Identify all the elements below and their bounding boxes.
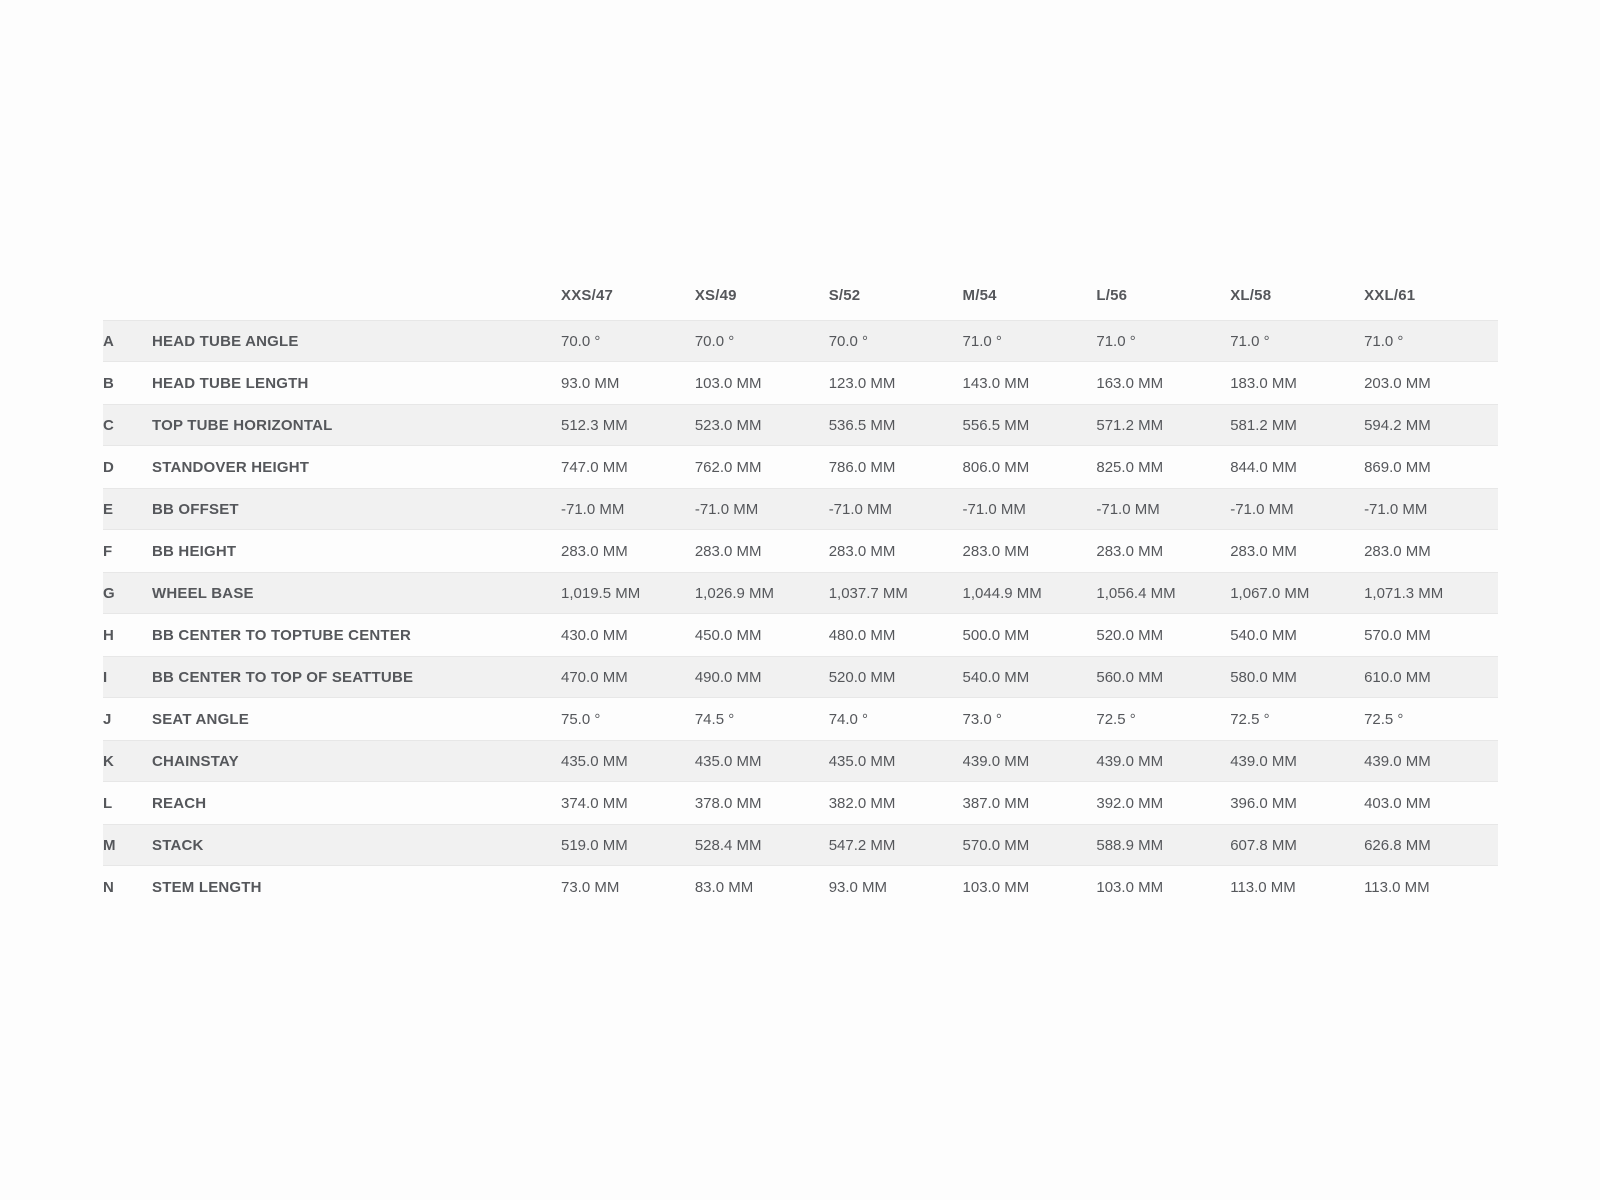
value-cell: 163.0 MM [1096, 374, 1164, 392]
size-column-header: XXL/61 [1364, 286, 1416, 304]
value-cell: 113.0 MM [1364, 878, 1430, 896]
row-label: STANDOVER HEIGHT [152, 458, 310, 476]
value-cell: 71.0 ° [962, 332, 1002, 350]
size-column-header: M/54 [962, 286, 997, 304]
value-cell: 825.0 MM [1096, 458, 1164, 476]
value-cell: -71.0 MM [828, 500, 893, 518]
value-cell: 435.0 MM [561, 752, 628, 770]
value-cell: 439.0 MM [1230, 752, 1297, 770]
value-cell: 387.0 MM [962, 794, 1030, 812]
value-cell: 103.0 MM [694, 374, 762, 392]
value-cell: 536.5 MM [828, 416, 896, 434]
value-cell: 283.0 MM [1230, 542, 1297, 560]
value-cell: 439.0 MM [1096, 752, 1164, 770]
geometry-row [103, 866, 1498, 908]
value-cell: 103.0 MM [962, 878, 1030, 896]
value-cell: 123.0 MM [828, 374, 896, 392]
row-letter: A [103, 332, 114, 350]
value-cell: 73.0 ° [962, 710, 1002, 728]
row-label: REACH [152, 794, 207, 812]
row-letter: L [103, 794, 113, 812]
value-cell: 93.0 MM [561, 374, 620, 392]
row-letter: H [103, 626, 114, 644]
value-cell: -71.0 MM [1230, 500, 1294, 518]
geometry-row [103, 530, 1498, 572]
value-cell: 283.0 MM [694, 542, 762, 560]
value-cell: 113.0 MM [1230, 878, 1296, 896]
value-cell: 378.0 MM [694, 794, 762, 812]
value-cell: 588.9 MM [1096, 836, 1164, 854]
row-label: STACK [152, 836, 204, 854]
geometry-rows [103, 320, 1498, 908]
value-cell: 520.0 MM [1096, 626, 1164, 644]
value-cell: 183.0 MM [1230, 374, 1297, 392]
row-label: BB OFFSET [152, 500, 239, 518]
value-cell: 70.0 ° [561, 332, 601, 350]
row-letter: C [103, 416, 114, 434]
size-column-header: XXS/47 [561, 286, 614, 304]
value-cell: 75.0 ° [561, 710, 601, 728]
row-label: HEAD TUBE ANGLE [152, 332, 299, 350]
row-label: STEM LENGTH [152, 878, 262, 896]
value-cell: 74.0 ° [828, 710, 869, 728]
value-cell: 607.8 MM [1230, 836, 1297, 854]
value-cell: 747.0 MM [561, 458, 628, 476]
value-cell: -71.0 MM [694, 500, 759, 518]
row-label: HEAD TUBE LENGTH [152, 374, 309, 392]
value-cell: 512.3 MM [561, 416, 628, 434]
geometry-row [103, 740, 1498, 782]
size-column-header: L/56 [1096, 286, 1128, 304]
value-cell: 571.2 MM [1096, 416, 1164, 434]
row-letter: B [103, 374, 114, 392]
geometry-row [103, 614, 1498, 656]
geometry-row [103, 656, 1498, 698]
row-label: SEAT ANGLE [152, 710, 250, 728]
value-cell: 519.0 MM [561, 836, 628, 854]
value-cell: 435.0 MM [828, 752, 896, 770]
value-cell: 786.0 MM [828, 458, 896, 476]
value-cell: 610.0 MM [1364, 668, 1431, 686]
value-cell: 1,056.4 MM [1096, 584, 1176, 602]
value-cell: 396.0 MM [1230, 794, 1297, 812]
value-cell: 570.0 MM [1364, 626, 1431, 644]
value-cell: 1,071.3 MM [1364, 584, 1444, 602]
header-spacer-label [152, 270, 561, 320]
value-cell: 470.0 MM [561, 668, 628, 686]
frame-geometry-table [103, 270, 1498, 908]
value-cell: 72.5 ° [1364, 710, 1404, 728]
value-cell: 560.0 MM [1096, 668, 1164, 686]
row-letter: N [103, 878, 114, 896]
value-cell: 528.4 MM [694, 836, 762, 854]
size-column-header: XL/58 [1230, 286, 1272, 304]
value-cell: 523.0 MM [694, 416, 762, 434]
value-cell: 439.0 MM [1364, 752, 1431, 770]
value-cell: 540.0 MM [1230, 626, 1297, 644]
value-cell: 1,067.0 MM [1230, 584, 1310, 602]
value-cell: 71.0 ° [1230, 332, 1270, 350]
value-cell: 283.0 MM [561, 542, 628, 560]
row-label: BB HEIGHT [152, 542, 237, 560]
value-cell: 203.0 MM [1364, 374, 1431, 392]
value-cell: 869.0 MM [1364, 458, 1431, 476]
value-cell: 762.0 MM [694, 458, 762, 476]
geometry-row [103, 782, 1498, 824]
value-cell: 143.0 MM [962, 374, 1030, 392]
value-cell: 83.0 MM [694, 878, 754, 896]
value-cell: -71.0 MM [1364, 500, 1428, 518]
size-column-header: XS/49 [694, 286, 737, 304]
value-cell: 806.0 MM [962, 458, 1030, 476]
value-cell: 382.0 MM [828, 794, 896, 812]
row-label: TOP TUBE HORIZONTAL [152, 416, 333, 434]
geometry-row [103, 824, 1498, 866]
row-letter: I [103, 668, 108, 686]
value-cell: 1,026.9 MM [694, 584, 775, 602]
value-cell: 93.0 MM [828, 878, 888, 896]
value-cell: 72.5 ° [1096, 710, 1136, 728]
value-cell: 1,044.9 MM [962, 584, 1042, 602]
value-cell: 556.5 MM [962, 416, 1030, 434]
value-cell: 547.2 MM [828, 836, 896, 854]
value-cell: 540.0 MM [962, 668, 1030, 686]
value-cell: 1,037.7 MM [828, 584, 908, 602]
value-cell: 374.0 MM [561, 794, 628, 812]
geometry-row [103, 488, 1498, 530]
value-cell: 844.0 MM [1230, 458, 1297, 476]
value-cell: 450.0 MM [694, 626, 762, 644]
geometry-row [103, 404, 1498, 446]
value-cell: 520.0 MM [828, 668, 896, 686]
value-cell: 480.0 MM [828, 626, 896, 644]
size-header-row [103, 270, 1498, 320]
row-label: WHEEL BASE [152, 584, 254, 602]
geometry-row [103, 698, 1498, 740]
value-cell: 403.0 MM [1364, 794, 1431, 812]
geometry-row [103, 446, 1498, 488]
value-cell: 626.8 MM [1364, 836, 1431, 854]
value-cell: 435.0 MM [694, 752, 762, 770]
row-letter: D [103, 458, 114, 476]
value-cell: 71.0 ° [1364, 332, 1404, 350]
row-letter: J [103, 710, 112, 728]
value-cell: 392.0 MM [1096, 794, 1164, 812]
value-cell: 500.0 MM [962, 626, 1030, 644]
value-cell: 594.2 MM [1364, 416, 1431, 434]
value-cell: 70.0 ° [828, 332, 869, 350]
geometry-row [103, 572, 1498, 614]
value-cell: 283.0 MM [828, 542, 896, 560]
value-cell: 439.0 MM [962, 752, 1030, 770]
value-cell: 570.0 MM [962, 836, 1030, 854]
row-label: BB CENTER TO TOP OF SEATTUBE [152, 668, 414, 686]
value-cell: 283.0 MM [1096, 542, 1164, 560]
geometry-row [103, 320, 1498, 362]
value-cell: 74.5 ° [694, 710, 735, 728]
value-cell: 430.0 MM [561, 626, 628, 644]
row-label: BB CENTER TO TOPTUBE CENTER [152, 626, 412, 644]
row-letter: K [103, 752, 114, 770]
row-letter: M [103, 836, 116, 854]
value-cell: 490.0 MM [694, 668, 762, 686]
size-column-header: S/52 [828, 286, 861, 304]
value-cell: 581.2 MM [1230, 416, 1297, 434]
row-letter: F [103, 542, 113, 560]
header-spacer-letter [103, 270, 152, 320]
value-cell: 71.0 ° [1096, 332, 1136, 350]
value-cell: -71.0 MM [1096, 500, 1160, 518]
row-letter: E [103, 500, 114, 518]
value-cell: -71.0 MM [561, 500, 625, 518]
value-cell: 72.5 ° [1230, 710, 1270, 728]
value-cell: 1,019.5 MM [561, 584, 641, 602]
geometry-row [103, 362, 1498, 404]
value-cell: 283.0 MM [1364, 542, 1431, 560]
value-cell: 580.0 MM [1230, 668, 1297, 686]
row-letter: G [103, 584, 115, 602]
row-label: CHAINSTAY [152, 752, 239, 770]
value-cell: 70.0 ° [694, 332, 735, 350]
value-cell: -71.0 MM [962, 500, 1026, 518]
value-cell: 103.0 MM [1096, 878, 1164, 896]
value-cell: 283.0 MM [962, 542, 1030, 560]
value-cell: 73.0 MM [561, 878, 620, 896]
